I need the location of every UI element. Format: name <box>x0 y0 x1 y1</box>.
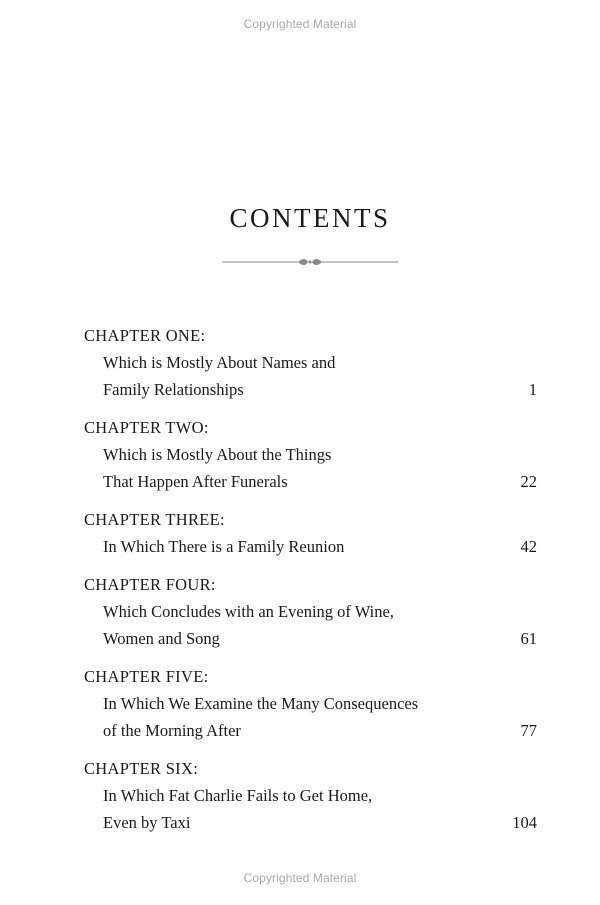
page-number: 42 <box>520 537 537 556</box>
chapter-title-text: Which Concludes with an Evening of Wine, <box>103 602 394 621</box>
table-of-contents <box>84 322 537 847</box>
chapter-label: CHAPTER FIVE: <box>84 667 209 686</box>
chapter-title-text: In Which There is a Family Reunion <box>103 537 345 556</box>
decorative-flourish-icon <box>220 255 400 269</box>
page-number: 104 <box>512 813 537 832</box>
chapter-title-line <box>84 690 537 717</box>
copyright-watermark-top: Copyrighted Material <box>243 17 357 31</box>
chapter-title-text: Which is Mostly About the Things <box>103 445 332 464</box>
toc-entry <box>84 322 537 403</box>
chapter-title-text: of the Morning After <box>103 721 241 740</box>
chapter-title-text: Which is Mostly About Names and <box>103 353 336 372</box>
toc-entry <box>84 414 537 495</box>
chapter-title-text: That Happen After Funerals <box>103 472 288 491</box>
chapter-title-text: In Which Fat Charlie Fails to Get Home, <box>103 786 373 805</box>
chapter-label: CHAPTER FOUR: <box>84 575 216 594</box>
copyright-watermark-bottom: Copyrighted Material <box>243 871 357 885</box>
chapter-title-text: Even by Taxi <box>103 813 191 832</box>
chapter-title-line <box>84 717 537 744</box>
chapter-label: CHAPTER ONE: <box>84 326 206 345</box>
toc-entry <box>84 506 537 560</box>
toc-entry <box>84 755 537 836</box>
page-number: 1 <box>528 380 537 399</box>
chapter-title-line <box>84 809 537 836</box>
chapter-title-line <box>84 625 537 652</box>
chapter-label: CHAPTER TWO: <box>84 418 209 437</box>
toc-entry <box>84 571 537 652</box>
page-number: 22 <box>520 472 537 491</box>
chapter-title-line <box>84 598 537 625</box>
chapter-title-line <box>84 468 537 495</box>
chapter-title-line <box>84 533 537 560</box>
chapter-label: CHAPTER THREE: <box>84 510 225 529</box>
page-number: 61 <box>520 629 537 648</box>
chapter-title-line <box>84 349 537 376</box>
toc-entry <box>84 663 537 744</box>
chapter-title-line <box>84 782 537 809</box>
chapter-title-line <box>84 441 537 468</box>
chapter-title-text: Family Relationships <box>103 380 244 399</box>
chapter-title-text: Women and Song <box>103 629 220 648</box>
page-number: 77 <box>520 721 537 740</box>
chapter-title-line <box>84 376 537 403</box>
chapter-label: CHAPTER SIX: <box>84 759 199 778</box>
page-title: CONTENTS <box>229 203 391 233</box>
chapter-title-text: In Which We Examine the Many Consequences <box>103 694 419 713</box>
